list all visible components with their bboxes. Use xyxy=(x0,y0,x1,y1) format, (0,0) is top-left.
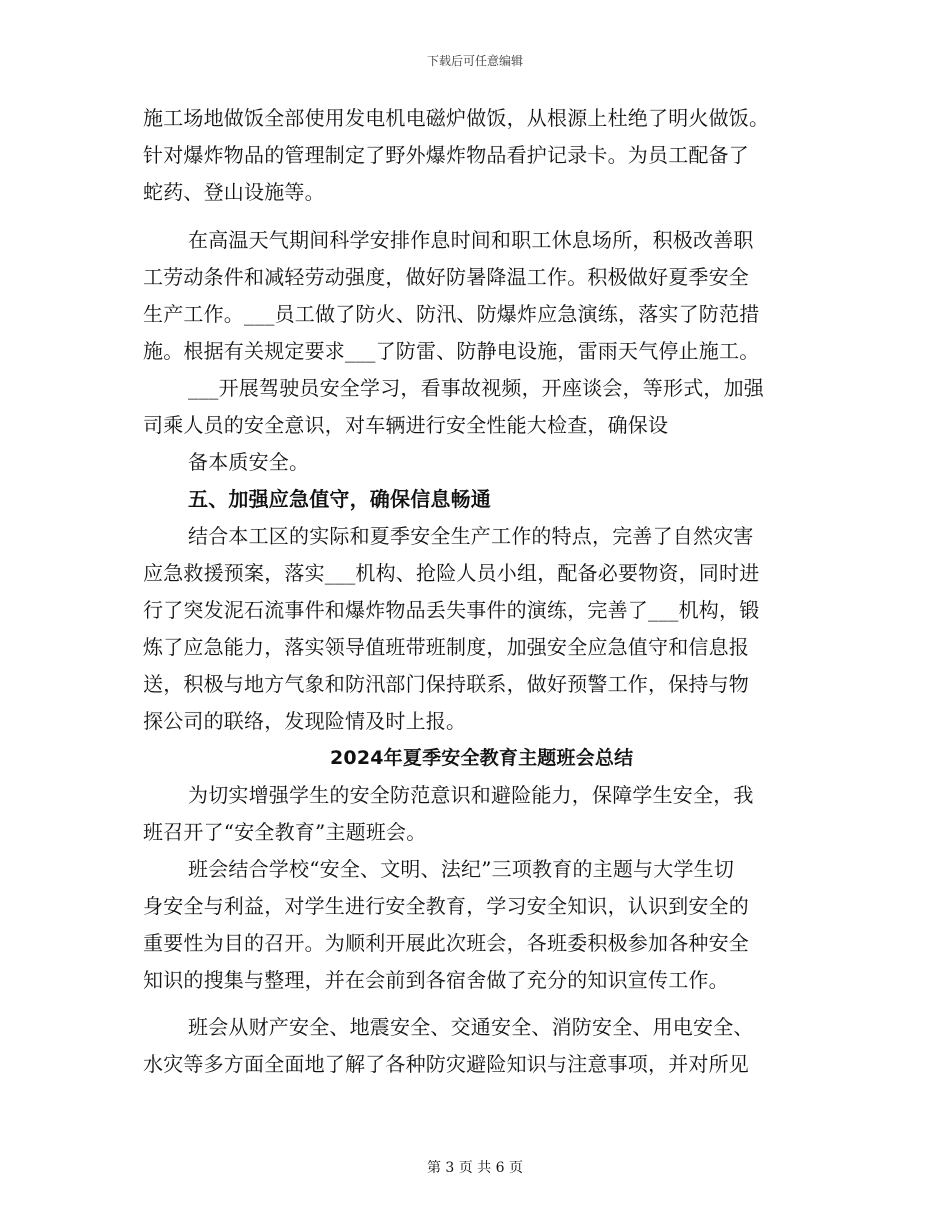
paragraph-line: 行了突发泥石流事件和爆炸物品丢失事件的演练，完善了___机构，锻 xyxy=(143,598,760,622)
document-title: 2024年夏季安全教育主题班会总结 xyxy=(330,747,634,769)
paragraph-line: 备本质安全。 xyxy=(188,450,310,474)
paragraph-line: 为切实增强学生的安全防范意识和避险能力，保障学生安全，我 xyxy=(188,783,754,807)
paragraph-line: 探公司的联络，发现险情及时上报。 xyxy=(143,709,467,733)
paragraph-line: 司乘人员的安全意识，对车辆进行安全性能大检查，确保设 xyxy=(143,413,669,437)
section-heading: 五、加强应急值守，确保信息畅通 xyxy=(188,487,491,511)
paragraph-line: 蛇药、登山设施等。 xyxy=(143,180,325,204)
paragraph-line: ___开展驾驶员安全学习，看事故视频，开座谈会，等形式，加强 xyxy=(188,376,764,400)
paragraph-line: 结合本工区的实际和夏季安全生产工作的特点，完善了自然灾害 xyxy=(188,524,754,548)
paragraph-line: 生产工作。___员工做了防火、防汛、防爆炸应急演练，落实了防范措 xyxy=(143,302,760,326)
paragraph-line: 炼了应急能力，落实领导值班带班制度，加强安全应急值守和信息报 xyxy=(143,635,749,659)
page-number: 第 3 页 共 6 页 xyxy=(426,1160,524,1176)
paragraph-line: 班会结合学校“安全、文明、法纪”三项教育的主题与大学生切 xyxy=(188,857,735,881)
paragraph-line: 重要性为目的召开。为顺利开展此次班会，各班委积极参加各种安全 xyxy=(143,931,749,955)
paragraph-line: 水灾等多方面全面地了解了各种防灾避险知识与注意事项，并对所见 xyxy=(143,1052,749,1076)
paragraph-line: 知识的搜集与整理，并在会前到各宿舍做了充分的知识宣传工作。 xyxy=(143,968,729,992)
paragraph-line: 送，积极与地方气象和防汛部门保持联系，做好预警工作，保持与物 xyxy=(143,672,749,696)
paragraph-line: 针对爆炸物品的管理制定了野外爆炸物品看护记录卡。为员工配备了 xyxy=(143,143,749,167)
page-header: 下载后可任意编辑 xyxy=(426,54,523,68)
paragraph-line: 班召开了“安全教育”主题班会。 xyxy=(143,820,427,844)
paragraph-line: 在高温天气期间科学安排作息时间和职工休息场所，积极改善职 xyxy=(188,228,754,252)
paragraph-line: 班会从财产安全、地震安全、交通安全、消防安全、用电安全、 xyxy=(188,1015,754,1039)
paragraph-line: 施。根据有关规定要求___了防雷、防静电设施，雷雨天气停止施工。 xyxy=(143,339,760,363)
paragraph-line: 施工场地做饭全部使用发电机电磁炉做饭，从根源上杜绝了明火做饭。 xyxy=(143,106,770,130)
paragraph-line: 工劳动条件和减轻劳动强度，做好防暑降温工作。积极做好夏季安全 xyxy=(143,265,749,289)
paragraph-line: 应急救援预案，落实___机构、抢险人员小组，配备必要物资，同时进 xyxy=(143,561,760,585)
paragraph-line: 身安全与利益，对学生进行安全教育，学习安全知识，认识到安全的 xyxy=(143,894,749,918)
